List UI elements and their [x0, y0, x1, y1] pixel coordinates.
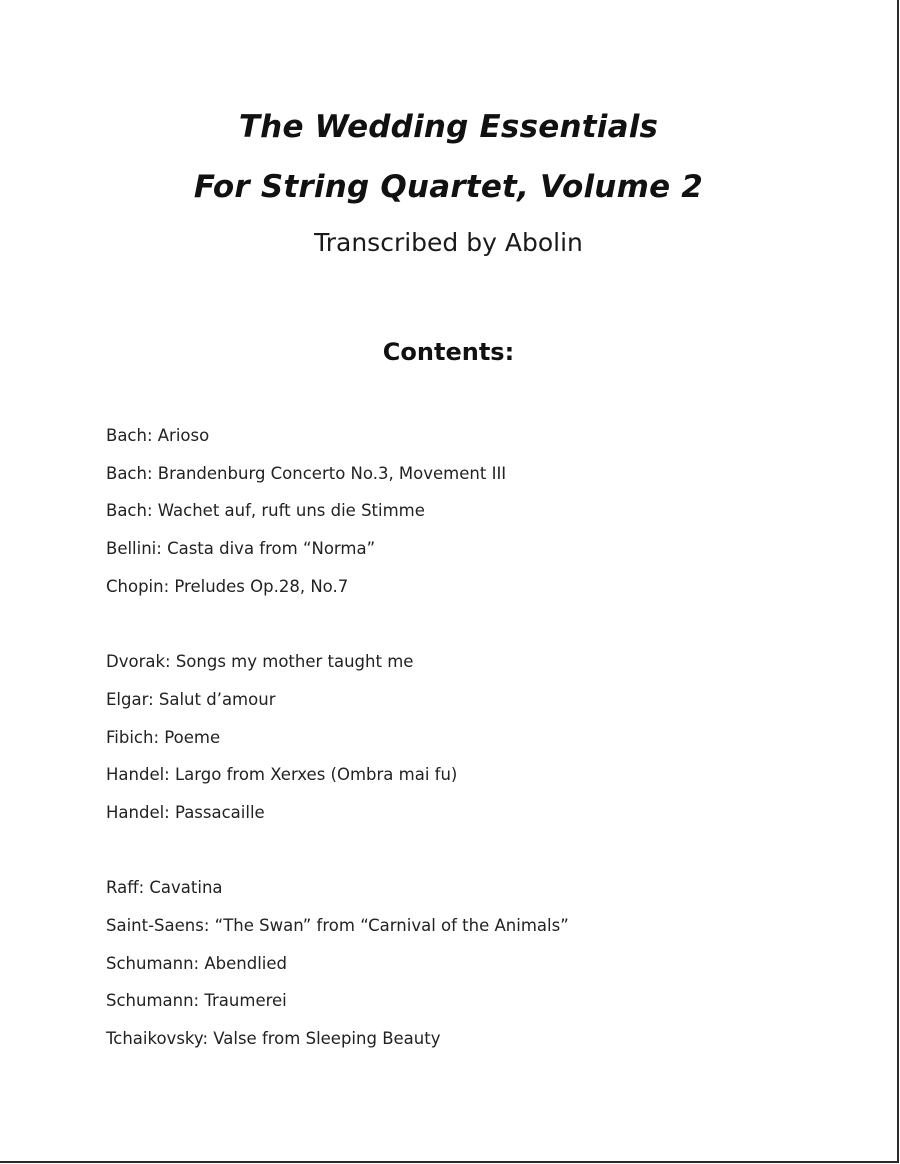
toc-entry: Elgar: Salut d’amour [106, 689, 276, 709]
toc-entry: Schumann: Traumerei [106, 991, 287, 1011]
toc-entry: Schumann: Abendlied [106, 953, 288, 973]
toc-group-spacer [106, 611, 866, 649]
toc-entry: Handel: Passacaille [106, 802, 265, 822]
contents-heading: Contents: [382, 338, 515, 366]
toc-entry: Chopin: Preludes Op.28, No.7 [106, 576, 349, 596]
toc-entry: Bellini: Casta diva from “Norma” [106, 539, 376, 559]
table-of-contents [106, 423, 866, 1064]
toc-entry: Tchaikovsky: Valse from Sleeping Beauty [106, 1029, 441, 1048]
toc-entry: Raff: Cavatina [106, 878, 223, 898]
toc-entry: Bach: Arioso [106, 426, 210, 445]
title-line-2: For String Quartet, Volume 2 [193, 169, 704, 205]
toc-entry: Fibich: Poeme [106, 727, 221, 747]
title-line-1: The Wedding Essentials [238, 109, 659, 145]
transcriber-credit: Transcribed by Abolin [314, 228, 583, 257]
toc-entry: Handel: Largo from Xerxes (Ombra mai fu) [106, 765, 458, 785]
toc-entry: Bach: Wachet auf, ruft uns die Stimme [106, 501, 425, 521]
toc-entry: Bach: Brandenburg Concerto No.3, Movement III [106, 463, 507, 483]
toc-entry: Saint-Saens: “The Swan” from “Carnival of the Animals” [106, 915, 569, 935]
toc-group-spacer [106, 838, 866, 876]
toc-entry: Dvorak: Songs my mother taught me [106, 652, 414, 672]
